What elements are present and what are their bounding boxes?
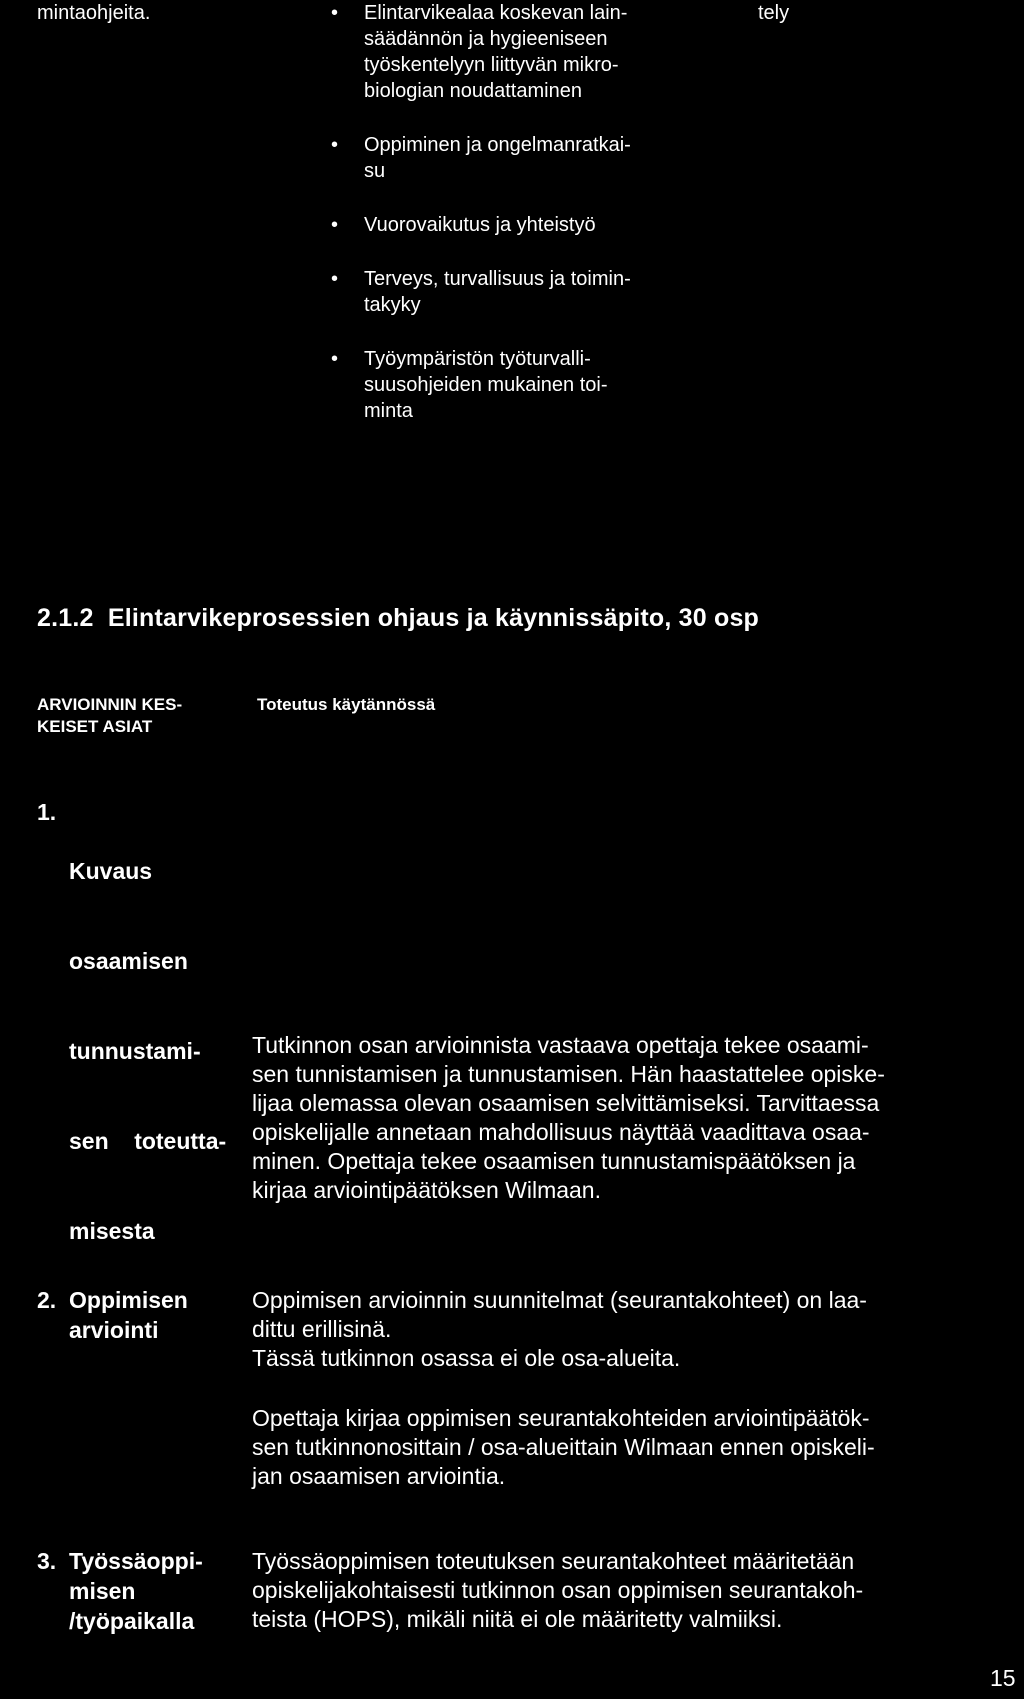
desc-line: Opettaja kirjaa oppimisen seurantakohteiden arviointipäätök-: [252, 1405, 870, 1431]
desc-line: Tutkinnon osan arvioinnista vastaava opettaja tekee osaami-: [252, 1032, 869, 1058]
label-line: arviointi: [69, 1317, 159, 1343]
item-description: [252, 1547, 1012, 1634]
desc-line: Tässä tutkinnon osassa ei ole osa-alueita.: [252, 1345, 681, 1371]
desc-line: lijaa olemassa olevan osaamisen selvittämiseksi. Tarvittaessa: [252, 1090, 880, 1116]
label-line: sen toteutta-: [69, 1128, 227, 1154]
implementation-column-header: Toteutus käytännössä: [257, 695, 436, 714]
col1-fragment: mintaohjeita.: [37, 2, 151, 24]
bullet-line: minta: [364, 400, 413, 422]
bullet-icon: •: [331, 268, 339, 290]
page-number: 15: [990, 1665, 1016, 1691]
desc-line: kirjaa arviointipäätöksen Wilmaan.: [252, 1177, 601, 1203]
desc-line: opiskelijakohtaisesti tutkinnon osan oppimisen seurantakoh-: [252, 1577, 864, 1603]
desc-line: sen tutkinnonosittain / osa-alueittain Wilmaan ennen opiskeli-: [252, 1434, 875, 1460]
item-number: 1.: [37, 799, 57, 825]
label-line: misen: [69, 1578, 136, 1604]
bullet-icon: •: [331, 2, 339, 24]
desc-line: Työssäoppimisen toteutuksen seurantakohteet määritetään: [252, 1548, 855, 1574]
bullet-icon: •: [331, 214, 339, 236]
section-title: 2.1.2 Elintarvikeprosessien ohjaus ja käynnissäpito, 30 osp: [37, 604, 760, 632]
bullet-line: Oppiminen ja ongelmanratkai-: [364, 134, 631, 156]
bullet-line: suusohjeiden mukainen toi-: [364, 374, 608, 396]
label-line: Oppimisen: [69, 1287, 188, 1313]
assessment-column-header: [37, 694, 182, 738]
item-description: [252, 1286, 1012, 1373]
bullet-line: Vuorovaikutus ja yhteistyö: [364, 214, 596, 236]
bullet-icon: •: [331, 348, 339, 370]
label-line: osaamisen: [69, 948, 188, 974]
bullet-item: [331, 346, 691, 424]
desc-line: dittu erillisinä.: [252, 1316, 392, 1342]
bullet-item: [331, 212, 691, 238]
bullet-line: työskentelyyn liittyvän mikro-: [364, 54, 619, 76]
bullet-item: [331, 132, 691, 184]
competence-bullet-list: [331, 0, 691, 452]
bullet-line: Työympäristön työturvalli-: [364, 348, 591, 370]
item-number: 2.: [37, 1287, 57, 1313]
bullet-item: [331, 0, 691, 104]
bullet-line: säädännön ja hygieeniseen: [364, 28, 608, 50]
bullet-line: biologian noudattaminen: [364, 80, 582, 102]
desc-line: jan osaamisen arviointia.: [252, 1463, 506, 1489]
header-line: KEISET ASIAT: [37, 717, 153, 736]
item-number: 3.: [37, 1548, 57, 1574]
bullet-line: takyky: [364, 294, 421, 316]
desc-line: teista (HOPS), mikäli niitä ei ole määritetty valmiiksi.: [252, 1606, 783, 1632]
col3-fragment: tely: [758, 2, 790, 24]
bullet-line: su: [364, 160, 386, 182]
item-description: [252, 1031, 1012, 1205]
bullet-item: [331, 266, 691, 318]
item-description: [252, 1404, 1012, 1491]
label-line: misesta: [69, 1218, 155, 1244]
bullet-icon: •: [331, 134, 339, 156]
label-line: /työpaikalla: [69, 1608, 195, 1634]
item-label: [69, 1546, 239, 1636]
item-label: [69, 796, 239, 1276]
label-line: Kuvaus: [69, 858, 153, 884]
desc-line: sen tunnistamisen ja tunnustamisen. Hän haastattelee opiske-: [252, 1061, 885, 1087]
item-label: [69, 1285, 239, 1345]
desc-line: minen. Opettaja tekee osaamisen tunnustamispäätöksen ja: [252, 1148, 856, 1174]
header-line: ARVIOINNIN KES-: [37, 695, 183, 714]
label-line: tunnustami-: [69, 1038, 201, 1064]
desc-line: opiskelijalle annetaan mahdollisuus näyttää vaadittava osaa-: [252, 1119, 870, 1145]
label-line: Työssäoppi-: [69, 1548, 203, 1574]
bullet-line: Terveys, turvallisuus ja toimin-: [364, 268, 631, 290]
bullet-line: Elintarvikealaa koskevan lain-: [364, 2, 628, 24]
desc-line: Oppimisen arvioinnin suunnitelmat (seurantakohteet) on laa-: [252, 1287, 867, 1313]
